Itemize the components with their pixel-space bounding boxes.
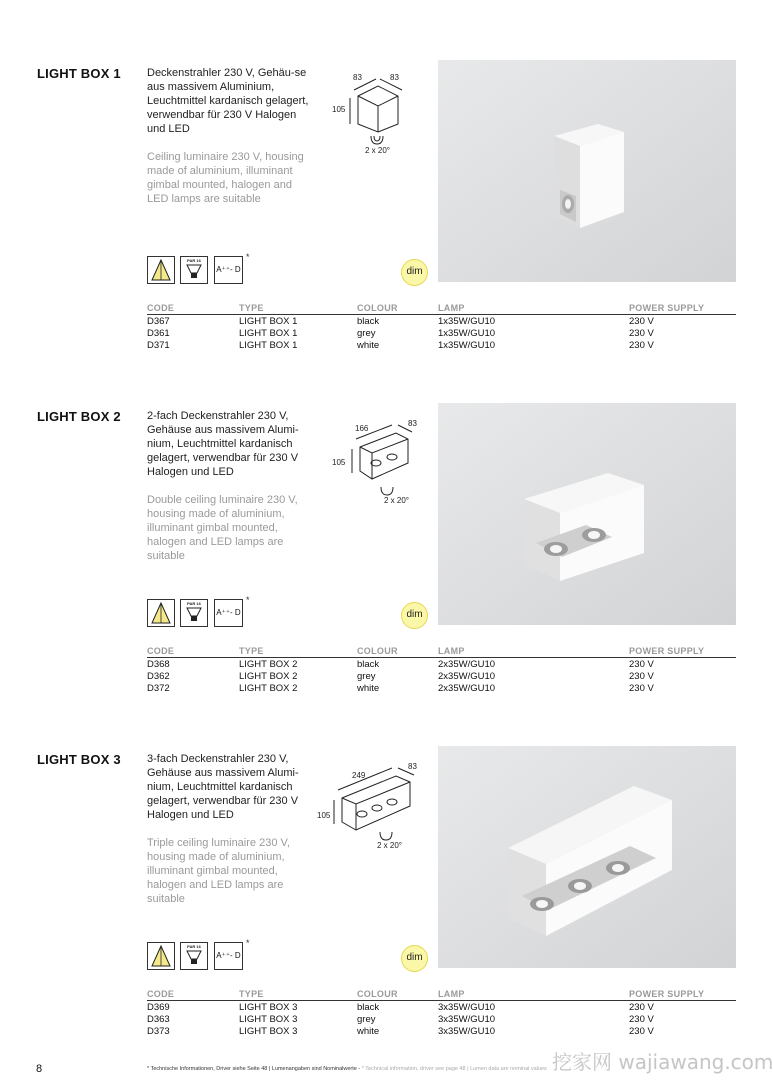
dimmable-badge: dim: [401, 945, 428, 972]
dimmable-badge: dim: [401, 602, 428, 629]
energy-asterisk: *: [246, 252, 250, 262]
page-number: 8: [36, 1063, 43, 1075]
product-title: LIGHT BOX 1: [37, 66, 121, 81]
par16-lamp-icon: PAR 16: [180, 599, 208, 627]
dim-depth-label: 83: [408, 419, 417, 428]
footnote-german: * Technische Informationen, Driver siehe Seite 48 | Lumenangaben sind Nominalwerte -: [147, 1066, 361, 1072]
table-row: D373 LIGHT BOX 3 white 3x35W/GU10 230 V: [147, 1026, 654, 1037]
dim-width-label: 83: [353, 73, 362, 82]
table-row: D363 LIGHT BOX 3 grey 3x35W/GU10 230 V: [147, 1014, 654, 1025]
spec-table-header: CODE TYPE COLOUR LAMP POWER SUPPLY: [147, 989, 736, 1001]
dim-height-label: 105: [317, 811, 331, 820]
product-light-box-1: [0, 66, 772, 366]
energy-class-icon: A⁺⁺- D: [214, 942, 243, 970]
table-row: D369 LIGHT BOX 3 black 3x35W/GU10 230 V: [147, 1002, 654, 1013]
description-german: Deckenstrahler 230 V, Gehäu-se aus massivem Aluminium, Leuchtmittel kardanisch gelagert, verwendbar für 230 V Halogen und LED: [147, 67, 309, 135]
dimension-drawing: [320, 409, 425, 509]
spec-table: [147, 303, 736, 351]
footnote: [147, 1066, 617, 1072]
product-light-box-2: [0, 409, 772, 709]
beam-angle-icon: [147, 942, 175, 970]
dimension-drawing: [320, 66, 425, 166]
energy-class-icon: A⁺⁺- D: [214, 599, 243, 627]
watermark: 挖家网 wajiawang.com: [552, 1050, 773, 1074]
table-row: D361 LIGHT BOX 1 grey 1x35W/GU10 230 V: [147, 328, 654, 339]
description-english: Ceiling luminaire 230 V, housing made of aluminium, illuminant gimbal mounted, halogen and LED lamps are suitable: [147, 151, 304, 205]
dim-width-label: 166: [355, 424, 369, 433]
product-title: LIGHT BOX 2: [37, 409, 121, 424]
table-row: D368 LIGHT BOX 2 black 2x35W/GU10 230 V: [147, 659, 654, 670]
product-photo: [438, 403, 736, 625]
product-photo: [438, 746, 736, 968]
par16-lamp-icon: PAR 16: [180, 942, 208, 970]
dim-depth-label: 83: [390, 73, 399, 82]
dim-width-label: 249: [352, 771, 366, 780]
spec-table: [147, 646, 736, 694]
spec-table-header: CODE TYPE COLOUR LAMP POWER SUPPLY: [147, 646, 736, 658]
dim-depth-label: 83: [408, 762, 417, 771]
beam-angle-icon: [147, 599, 175, 627]
table-row: D367 LIGHT BOX 1 black 1x35W/GU10 230 V: [147, 316, 654, 327]
dim-angle-label: 2 x 20°: [377, 841, 402, 850]
energy-asterisk: *: [246, 595, 250, 605]
product-photo: [438, 60, 736, 282]
spec-table: [147, 989, 736, 1037]
spec-table-header: CODE TYPE COLOUR LAMP POWER SUPPLY: [147, 303, 736, 315]
product-light-box-3: [0, 752, 772, 1052]
table-row: D371 LIGHT BOX 1 white 1x35W/GU10 230 V: [147, 340, 654, 351]
dim-height-label: 105: [332, 105, 346, 114]
beam-angle-icon: [147, 256, 175, 284]
dim-angle-label: 2 x 20°: [365, 146, 390, 155]
dim-angle-label: 2 x 20°: [384, 496, 409, 505]
description-english: Triple ceiling luminaire 230 V, housing made of aluminium, illuminant gimbal mounted, halogen and LED lamps are suitable: [147, 837, 290, 905]
table-row: D362 LIGHT BOX 2 grey 2x35W/GU10 230 V: [147, 671, 654, 682]
dim-height-label: 105: [332, 458, 346, 467]
footnote-english: * Technical information, driver see page 48 | Lumen data are nominal values: [361, 1066, 547, 1072]
table-row: D372 LIGHT BOX 2 white 2x35W/GU10 230 V: [147, 683, 654, 694]
energy-asterisk: *: [246, 938, 250, 948]
par16-lamp-icon: PAR 16: [180, 256, 208, 284]
description-german: 2-fach Deckenstrahler 230 V, Gehäuse aus massivem Alumi-nium, Leuchtmittel kardanisch gelagert, verwendbar für 230 V Halogen und LED: [147, 410, 299, 478]
description-english: Double ceiling luminaire 230 V, housing made of aluminium, illuminant gimbal mounted, halogen and LED lamps are suitable: [147, 494, 298, 562]
dimmable-badge: dim: [401, 259, 428, 286]
description-german: 3-fach Deckenstrahler 230 V, Gehäuse aus massivem Alumi-nium, Leuchtmittel kardanisch gelagert, verwendbar für 230 V Halogen und LED: [147, 753, 299, 821]
product-title: LIGHT BOX 3: [37, 752, 121, 767]
energy-class-icon: A⁺⁺- D: [214, 256, 243, 284]
dimension-drawing: [317, 752, 425, 852]
